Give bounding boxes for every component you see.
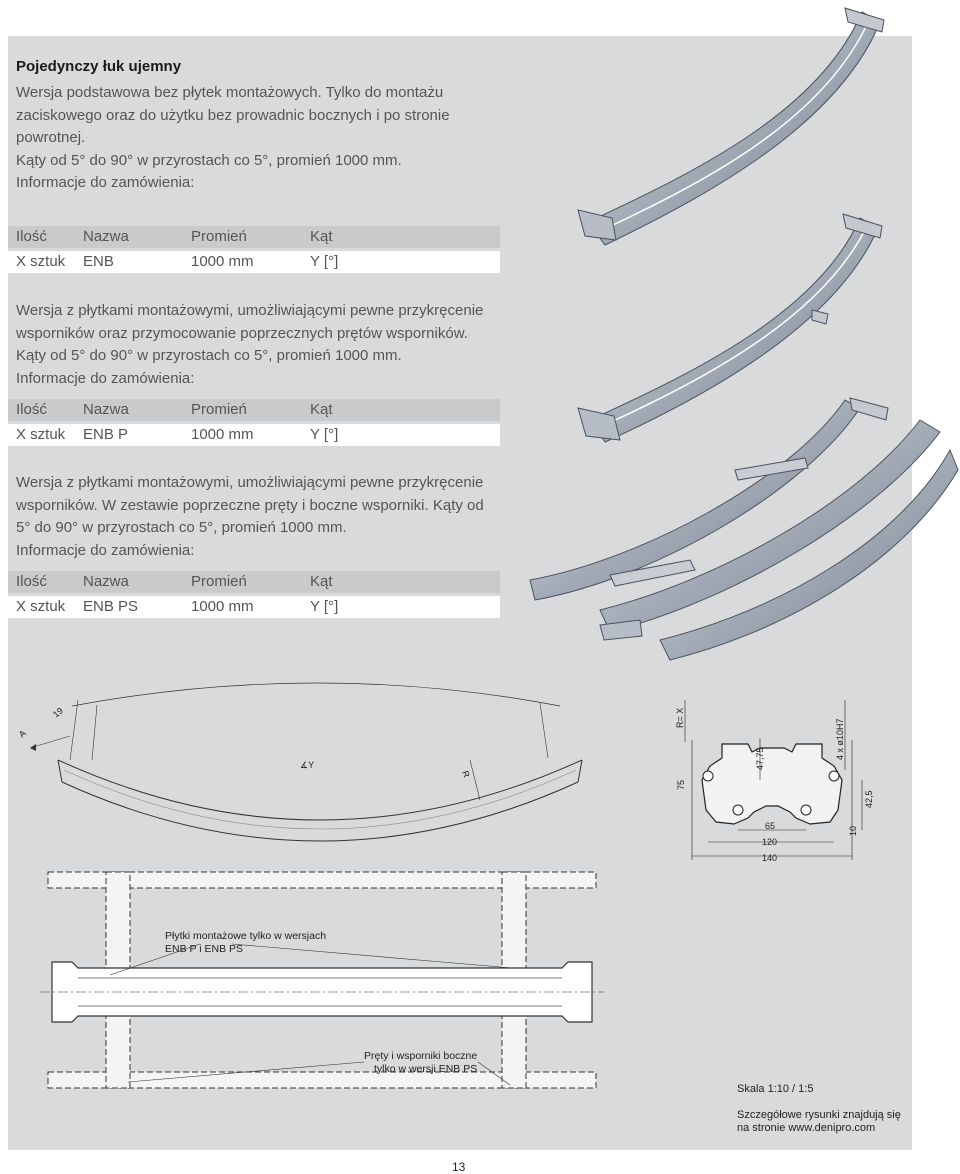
desc-line: Wersja z płytkami montażowymi, umożliwiającymi pewne przykręcenie — [16, 474, 484, 491]
note-line: Pręty i wsporniki boczne — [364, 1050, 478, 1062]
label-65: 65 — [765, 821, 776, 831]
label-42-5: 42,5 — [864, 790, 874, 808]
row-cell: 1000 mm — [191, 253, 254, 270]
note-line: tylko w wersji ENB PS — [373, 1063, 478, 1075]
details-note — [737, 1109, 907, 1135]
label-75: 75 — [676, 779, 686, 790]
row-cell: Y [°] — [310, 598, 339, 615]
plates-note — [165, 930, 326, 956]
rods-note — [364, 1050, 477, 1076]
header-cell: Ilość — [16, 401, 47, 418]
details-line: na stronie www.denipro.com — [737, 1122, 876, 1134]
row-cell: 1000 mm — [191, 426, 254, 443]
header-cell: Promień — [191, 401, 247, 418]
note-line: ENB P i ENB PS — [165, 943, 244, 955]
note-line: Płytki montażowe tylko w wersjach — [165, 930, 327, 942]
desc-line: wsporników oraz przymocowanie poprzecznych prętów wsporników. — [16, 324, 468, 342]
desc-line: wsporników. W zestawie poprzeczne pręty i boczne wsporniki. Kąty od — [16, 496, 484, 514]
row-cell: Y [°] — [310, 426, 339, 443]
desc-line: powrotnej. — [16, 129, 86, 146]
row-cell: X sztuk — [16, 253, 66, 270]
header-cell: Kąt — [310, 228, 333, 245]
details-line: Szczegółowe rysunki znajdują się — [737, 1109, 901, 1121]
label-120: 120 — [762, 837, 778, 847]
label-140: 140 — [762, 853, 778, 863]
label-holes: 4 x ø10H7 — [835, 718, 845, 760]
page-title: Pojedynczy łuk ujemny — [16, 58, 182, 75]
desc-line: Kąty od 5° do 90° w przyrostach co 5°, promień 1000 mm. — [16, 151, 402, 169]
desc-line: Wersja z płytkami montażowymi, umożliwiającymi pewne przykręcenie — [16, 302, 484, 319]
row-cell: ENB P — [83, 426, 129, 443]
desc-line: Informacje do zamówienia: — [16, 369, 195, 387]
desc-line: zaciskowego oraz do użytku bez prowadnic bocznych i po stronie — [16, 106, 450, 124]
row-cell: 1000 mm — [191, 598, 254, 615]
page-number: 13 — [452, 1160, 466, 1174]
row-cell: ENB — [83, 253, 114, 270]
desc-line: Kąty od 5° do 90° w przyrostach co 5°, promień 1000 mm. — [16, 347, 402, 364]
desc-line: Informacje do zamówienia: — [16, 174, 195, 191]
desc-line: 5° do 90° w przyrostach co 5°, promień 1000 mm. — [16, 519, 347, 536]
row-cell: ENB PS — [83, 598, 139, 615]
label-r-x: R= X — [675, 707, 685, 728]
label-angle: ∡Y — [300, 760, 315, 770]
header-cell: Promień — [191, 228, 247, 245]
header-cell: Nazwa — [83, 228, 129, 245]
row-cell: X sztuk — [16, 426, 66, 443]
label-a: A — [16, 728, 28, 740]
header-cell: Ilość — [16, 573, 47, 590]
header-cell: Kąt — [310, 401, 333, 418]
plan-view-drawing — [40, 872, 604, 1088]
scale-note: Skala 1:10 / 1:5 — [737, 1083, 814, 1095]
label-r: R — [460, 769, 472, 779]
header-cell: Promień — [191, 573, 247, 590]
header-cell: Kąt — [310, 573, 333, 590]
row-cell: X sztuk — [16, 598, 66, 615]
label-10: 10 — [848, 825, 858, 836]
header-cell: Ilość — [16, 228, 47, 245]
desc-line: Wersja podstawowa bez płytek montażowych. Tylko do montażu — [16, 84, 444, 101]
desc-line: Informacje do zamówienia: — [16, 541, 195, 559]
label-19: 19 — [50, 705, 65, 720]
header-cell: Nazwa — [83, 401, 129, 418]
label-47-75: 47,75 — [755, 747, 765, 770]
header-cell: Nazwa — [83, 573, 129, 590]
row-cell: Y [°] — [310, 253, 339, 270]
